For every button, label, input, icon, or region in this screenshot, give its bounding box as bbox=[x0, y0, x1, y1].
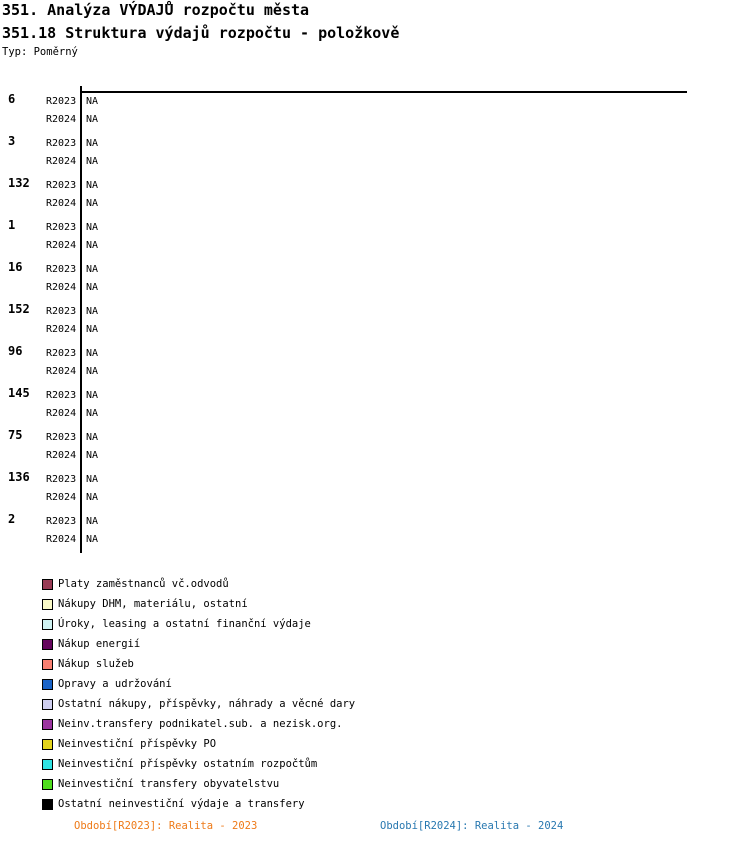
legend-label: Ostatní nákupy, příspěvky, náhrady a věcné dary bbox=[58, 697, 356, 710]
na-value: NA bbox=[86, 240, 99, 251]
series-period-label: R2024 bbox=[46, 156, 77, 167]
category-label: 16 bbox=[8, 260, 23, 274]
legend-swatch bbox=[42, 719, 53, 730]
legend-swatch bbox=[42, 779, 53, 790]
category-group bbox=[0, 428, 750, 467]
series-period-label: R2023 bbox=[46, 222, 77, 233]
legend bbox=[42, 574, 355, 814]
category-label: 75 bbox=[8, 428, 23, 442]
series-period-label: R2024 bbox=[46, 450, 77, 461]
chart-type-label: Typ: Poměrný bbox=[2, 46, 78, 58]
na-value: NA bbox=[86, 180, 99, 191]
category-group bbox=[0, 302, 750, 341]
category-label: 3 bbox=[8, 134, 16, 148]
category-group bbox=[0, 344, 750, 383]
category-label: 6 bbox=[8, 92, 16, 106]
na-value: NA bbox=[86, 390, 99, 401]
legend-item bbox=[42, 794, 355, 814]
na-value: NA bbox=[86, 138, 99, 149]
legend-swatch bbox=[42, 619, 53, 630]
legend-label: Nákup služeb bbox=[58, 657, 134, 670]
legend-label: Opravy a udržování bbox=[58, 677, 172, 690]
legend-swatch bbox=[42, 579, 53, 590]
series-period-label: R2024 bbox=[46, 366, 77, 377]
series-period-label: R2023 bbox=[46, 264, 77, 275]
na-value: NA bbox=[86, 114, 99, 125]
legend-swatch bbox=[42, 659, 53, 670]
legend-swatch bbox=[42, 759, 53, 770]
category-group bbox=[0, 92, 750, 131]
series-period-label: R2023 bbox=[46, 516, 77, 527]
chart-title: 351. Analýza VÝDAJŮ rozpočtu města bbox=[2, 1, 310, 19]
legend-swatch bbox=[42, 679, 53, 690]
category-label: 132 bbox=[8, 176, 30, 190]
na-value: NA bbox=[86, 534, 99, 545]
na-value: NA bbox=[86, 492, 99, 503]
category-label: 152 bbox=[8, 302, 30, 316]
legend-item bbox=[42, 774, 355, 794]
legend-swatch bbox=[42, 639, 53, 650]
x-axis-line bbox=[80, 91, 687, 93]
category-group bbox=[0, 134, 750, 173]
category-label: 1 bbox=[8, 218, 16, 232]
legend-item bbox=[42, 614, 355, 634]
legend-item bbox=[42, 694, 355, 714]
na-value: NA bbox=[86, 156, 99, 167]
series-period-label: R2023 bbox=[46, 138, 77, 149]
legend-item bbox=[42, 734, 355, 754]
series-period-label: R2023 bbox=[46, 348, 77, 359]
series-period-label: R2024 bbox=[46, 534, 77, 545]
series-period-label: R2024 bbox=[46, 282, 77, 293]
na-value: NA bbox=[86, 198, 99, 209]
category-group bbox=[0, 260, 750, 299]
legend-label: Úroky, leasing a ostatní finanční výdaje bbox=[58, 617, 311, 630]
na-value: NA bbox=[86, 474, 99, 485]
na-value: NA bbox=[86, 306, 99, 317]
legend-label: Neinvestiční transfery obyvatelstvu bbox=[58, 777, 280, 790]
na-value: NA bbox=[86, 450, 99, 461]
category-group bbox=[0, 470, 750, 509]
legend-label: Nákup energií bbox=[58, 637, 141, 650]
legend-label: Neinvestiční příspěvky ostatním rozpočtům bbox=[58, 757, 318, 770]
legend-label: Nákupy DHM, materiálu, ostatní bbox=[58, 597, 248, 610]
legend-label: Neinv.transfery podnikatel.sub. a nezisk.org. bbox=[58, 717, 343, 730]
legend-swatch bbox=[42, 599, 53, 610]
na-value: NA bbox=[86, 264, 99, 275]
legend-item bbox=[42, 674, 355, 694]
series-period-label: R2024 bbox=[46, 408, 77, 419]
legend-label: Platy zaměstnanců vč.odvodů bbox=[58, 577, 229, 590]
legend-item bbox=[42, 574, 355, 594]
category-label: 136 bbox=[8, 470, 30, 484]
series-period-label: R2023 bbox=[46, 474, 77, 485]
category-group bbox=[0, 176, 750, 215]
legend-item bbox=[42, 714, 355, 734]
na-value: NA bbox=[86, 282, 99, 293]
series-period-label: R2024 bbox=[46, 114, 77, 125]
series-period-label: R2023 bbox=[46, 180, 77, 191]
series-period-label: R2023 bbox=[46, 306, 77, 317]
series-period-label: R2024 bbox=[46, 324, 77, 335]
legend-label: Neinvestiční příspěvky PO bbox=[58, 737, 217, 750]
series-period-label: R2024 bbox=[46, 492, 77, 503]
series-period-label: R2023 bbox=[46, 96, 77, 107]
legend-swatch bbox=[42, 739, 53, 750]
legend-swatch bbox=[42, 699, 53, 710]
period-caption-r2024: Období[R2024]: Realita - 2024 bbox=[380, 820, 564, 832]
na-value: NA bbox=[86, 516, 99, 527]
category-group bbox=[0, 218, 750, 257]
legend-item bbox=[42, 634, 355, 654]
na-value: NA bbox=[86, 324, 99, 335]
na-value: NA bbox=[86, 432, 99, 443]
legend-swatch bbox=[42, 799, 53, 810]
na-value: NA bbox=[86, 96, 99, 107]
na-value: NA bbox=[86, 366, 99, 377]
series-period-label: R2023 bbox=[46, 432, 77, 443]
legend-item bbox=[42, 594, 355, 614]
category-label: 96 bbox=[8, 344, 23, 358]
category-group bbox=[0, 386, 750, 425]
category-label: 2 bbox=[8, 512, 16, 526]
category-label: 145 bbox=[8, 386, 30, 400]
chart-subtitle: 351.18 Struktura výdajů rozpočtu - položkově bbox=[2, 24, 400, 42]
series-period-label: R2024 bbox=[46, 198, 77, 209]
na-value: NA bbox=[86, 348, 99, 359]
legend-item bbox=[42, 754, 355, 774]
period-caption-r2023: Období[R2023]: Realita - 2023 bbox=[74, 820, 258, 832]
legend-item bbox=[42, 654, 355, 674]
category-group bbox=[0, 512, 750, 551]
na-value: NA bbox=[86, 408, 99, 419]
series-period-label: R2023 bbox=[46, 390, 77, 401]
series-period-label: R2024 bbox=[46, 240, 77, 251]
na-value: NA bbox=[86, 222, 99, 233]
legend-label: Ostatní neinvestiční výdaje a transfery bbox=[58, 797, 305, 810]
